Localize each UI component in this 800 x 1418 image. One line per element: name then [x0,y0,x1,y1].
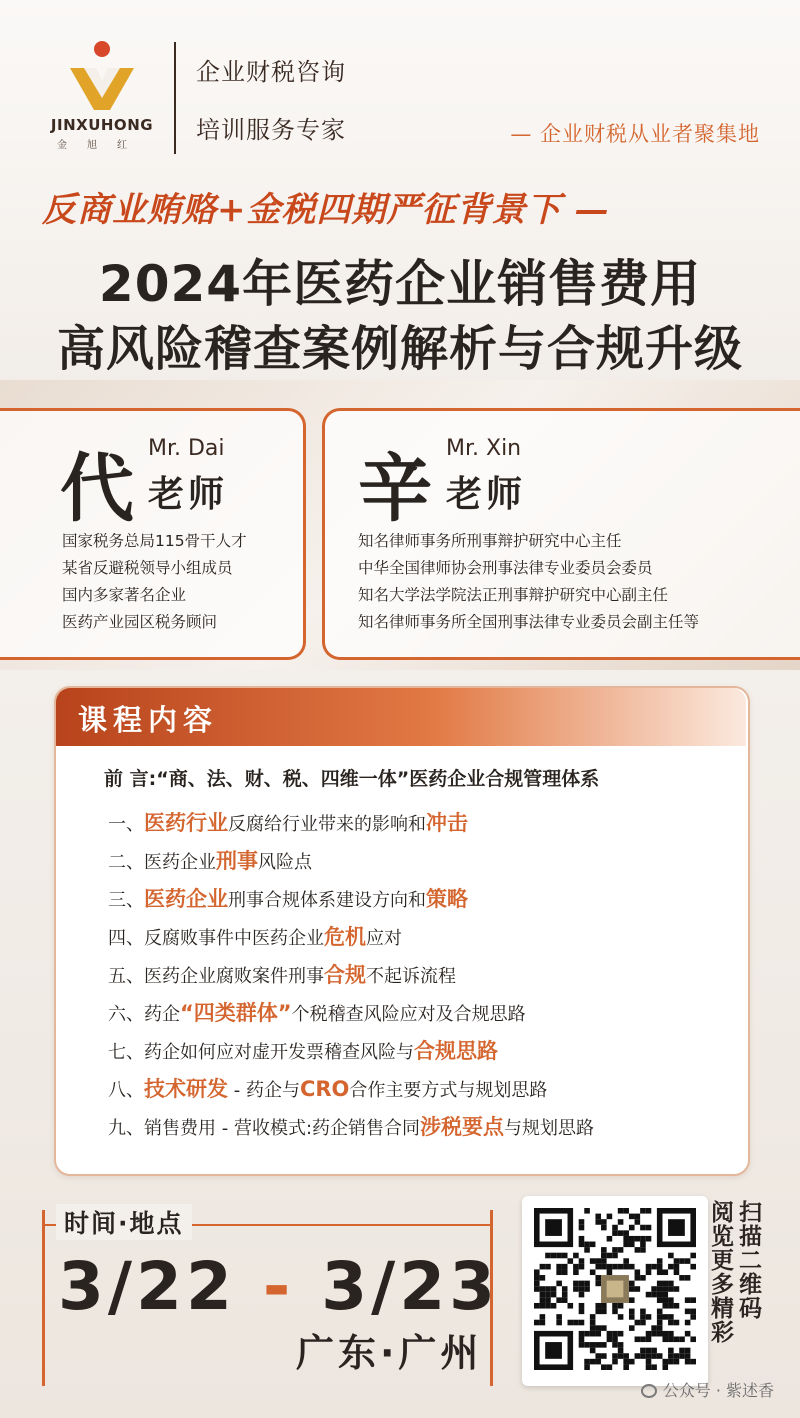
logo-chinese: 金旭红 [57,140,147,151]
course-item-text: 刑事合规体系建设方向和 [228,890,426,911]
course-item-text: 药企 [144,1004,180,1025]
teacher-xin-en-name: Mr. Xin [446,436,522,461]
course-item-text: 四、 [108,928,144,949]
course-item-text: 七、 [108,1042,144,1063]
course-item-highlight: 技术研发 [144,1077,228,1101]
course-item [108,1070,738,1108]
logo-wordmark: JINXUHONG [50,116,154,134]
course-item-text: 风险点 [258,852,312,873]
tagline-training: 培训服务专家 [196,116,346,144]
course-item-text: 九、 [108,1118,144,1139]
course-panel [54,686,750,1176]
credential-line: 国内多家著名企业 [62,586,187,604]
course-item-highlight: 冲击 [426,811,468,835]
tagline-consulting: 企业财税咨询 [196,58,346,86]
course-item-text: 合作主要方式与规划思路 [349,1080,548,1101]
teacher-dai-en-name: Mr. Dai [148,436,225,461]
date-end: 3/23 [321,1248,500,1325]
course-item-text: 八、 [108,1080,144,1101]
course-item-highlight: 医药企业 [144,887,228,911]
course-item-text: 五、 [108,966,144,987]
course-item-highlight: “四类群体” [180,1001,292,1025]
course-item-text: 反腐败事件中医药企业 [144,928,324,949]
event-dates [58,1248,499,1325]
course-item [108,842,738,880]
course-item-text: 应对 [366,928,402,949]
course-preface: 前 言:“商、法、财、税、四维一体”医药企业合规管理体系 [104,768,600,790]
date-start: 3/22 [58,1248,236,1325]
course-item [108,994,738,1032]
teacher-dai-credentials [62,528,247,636]
course-item-text: 反腐给行业带来的影响和 [228,814,426,835]
wechat-icon [641,1384,657,1398]
teacher-dai-char: 代 [60,446,134,532]
time-place-label: 时间·地点 [56,1204,192,1240]
scan-prompt-col1: 扫描二维码 [735,1200,761,1320]
course-item-text: 医药企业腐败案件刑事 [144,966,324,987]
course-item-text: - 药企与 [228,1080,300,1101]
course-item [108,1108,738,1146]
watermark-text: 公众号 · 紫述香 [662,1381,774,1400]
course-item [108,1032,738,1070]
course-item-highlight: CRO [299,1077,350,1101]
course-item-highlight: 策略 [426,887,468,911]
course-item-text: 药企如何应对虚开发票稽查风险与 [144,1042,414,1063]
course-item-highlight: 医药行业 [144,811,228,835]
course-item-highlight: 涉税要点 [420,1115,505,1139]
course-item-text: 不起诉流程 [366,966,456,987]
course-item-text: 三、 [108,890,144,911]
logo-mark-icon [62,40,142,118]
course-item [108,880,738,918]
credential-line: 某省反避税领导小组成员 [62,559,233,577]
course-item-text: 医药企业 [144,852,216,873]
qr-code-icon [534,1208,696,1370]
course-item-list [108,804,738,1146]
hero-subtitle: 反商业贿赂+金税四期严征背景下 — [42,190,610,230]
watermark [641,1378,774,1401]
slogan: — 企业财税从业者聚集地 [510,122,760,146]
hero-title-line2: 高风险稽查案例解析与合规升级 [56,321,743,377]
credential-line: 中华全国律师协会刑事法律专业委员会委员 [358,559,653,577]
date-separator: - [235,1248,322,1325]
event-place: 广东·广州 [296,1331,483,1375]
course-item-highlight: 危机 [324,925,366,949]
time-frame-left-bar [42,1210,45,1386]
course-item [108,956,738,994]
course-item-highlight: 合规思路 [414,1039,498,1063]
header-divider [174,42,176,154]
course-item-text: 六、 [108,1004,144,1025]
teacher-dai-honorific: 老师 [148,473,229,515]
hero-title-line1: 2024年医药企业销售费用 [98,255,702,313]
teacher-xin-char: 辛 [358,446,432,532]
course-item-text: 个税稽查风险应对及合规思路 [291,1004,526,1025]
course-item-text: 与规划思路 [504,1118,595,1139]
credential-line: 医药产业园区税务顾问 [62,613,218,631]
course-item-text: 销售费用 - 营收模式:药企销售合同 [144,1118,421,1139]
teacher-xin-credentials [358,528,699,636]
course-item [108,804,738,842]
course-item [108,918,738,956]
course-item-text: 二、 [108,852,144,873]
credential-line: 知名大学法学院法正刑事辩护研究中心副主任 [358,586,669,604]
course-item-text: 一、 [108,814,144,835]
scan-prompt-col2: 阅览更多精彩 [707,1200,733,1344]
course-item-highlight: 合规 [324,963,366,987]
teacher-xin-honorific: 老师 [446,473,527,515]
credential-line: 知名律师事务所全国刑事法律专业委员会副主任等 [358,613,700,631]
qr-code[interactable] [522,1196,708,1386]
course-title: 课程内容 [78,703,219,737]
credential-line: 国家税务总局115骨干人才 [62,532,247,550]
course-item-highlight: 刑事 [216,849,258,873]
credential-line: 知名律师事务所刑事辩护研究中心主任 [358,532,622,550]
